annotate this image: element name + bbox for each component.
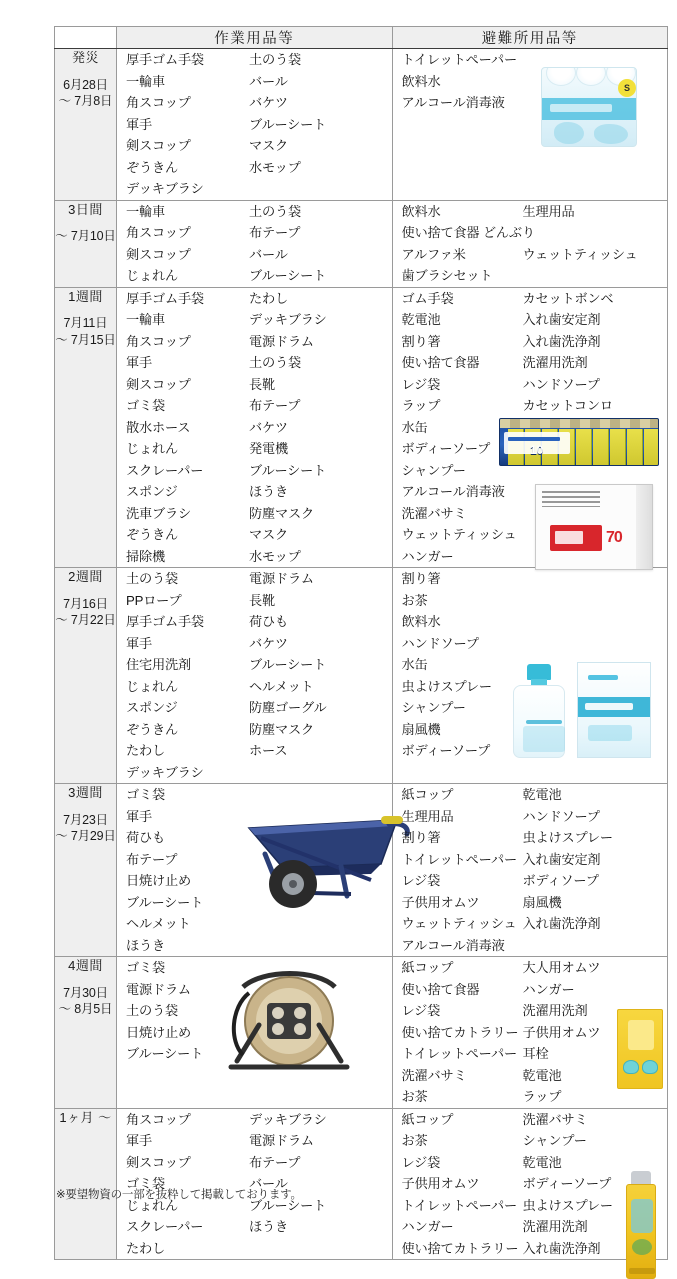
table-body <box>55 49 668 1260</box>
period-label: 発災 <box>71 50 99 65</box>
supply-item: レジ袋 <box>401 1154 441 1170</box>
supply-item: 電源ドラム <box>249 1133 314 1148</box>
supply-item: 角スコップ <box>126 225 191 240</box>
shelter-supplies-cell <box>392 957 668 1109</box>
table-header <box>55 27 668 49</box>
supply-item: 電源ドラム <box>126 981 191 997</box>
supply-item: 布テープ <box>249 1154 301 1170</box>
item-column <box>249 49 389 200</box>
period-date-to: ～ 7月29日 <box>55 829 116 844</box>
item-column <box>249 288 389 568</box>
supply-item: 洗濯用洗剤 <box>522 1003 588 1018</box>
supply-item: 厚手ゴム手袋 <box>126 290 204 306</box>
shelter-supplies-cell <box>392 784 668 957</box>
supply-item: 子供用オムツ <box>401 1176 480 1191</box>
supply-item: ハンドソープ <box>522 376 600 392</box>
supply-item: お茶 <box>401 1089 428 1104</box>
item-column <box>523 784 663 956</box>
supply-item: 剣スコップ <box>126 138 191 153</box>
supply-item: たわし <box>126 1240 165 1256</box>
table-row <box>55 568 668 784</box>
supply-item: 乾電池 <box>401 312 441 327</box>
supply-item: バール <box>249 1176 288 1191</box>
supply-item: 布テープ <box>126 851 178 867</box>
supply-item: バケツ <box>249 635 288 651</box>
supply-item: 入れ歯洗浄剤 <box>522 1240 601 1256</box>
supply-item: じょれん <box>126 678 178 694</box>
supply-item: 割り箸 <box>401 333 441 349</box>
supply-item: 割り箸 <box>401 830 441 845</box>
table-row <box>55 1108 668 1260</box>
supply-item: 防塵ゴーグル <box>249 700 327 715</box>
supply-item: 土のう袋 <box>249 203 301 219</box>
period-cell <box>55 568 117 784</box>
item-columns <box>117 1109 392 1260</box>
item-column <box>117 568 249 783</box>
supply-item: ブルーシート <box>249 657 327 672</box>
supply-item: 使い捨て食器 <box>401 981 480 997</box>
supply-item: トイレットペーパー <box>401 1046 517 1061</box>
shelter-supplies-cell <box>392 49 668 201</box>
supply-item: 乾電池 <box>522 1067 562 1083</box>
period-label: 3日間 <box>68 201 103 217</box>
item-column <box>393 201 535 287</box>
period-cell <box>55 784 117 957</box>
supply-item: ゴム手袋 <box>401 290 454 306</box>
supply-item: 剣スコップ <box>126 376 191 392</box>
supply-item: ボディソープ <box>522 873 599 888</box>
supply-item: デッキブラシ <box>249 312 327 327</box>
supply-item: アルコール消毒液 <box>401 95 505 110</box>
supply-item: 使い捨て食器 <box>401 355 480 370</box>
supply-item: 日焼け止め <box>126 873 191 888</box>
supply-item: 一輪車 <box>126 203 165 219</box>
item-column <box>117 201 249 287</box>
item-column <box>117 288 249 568</box>
supply-item: 入れ歯安定剤 <box>522 851 601 867</box>
period-dates <box>55 985 116 1019</box>
supply-item: 荷ひも <box>249 614 288 629</box>
supply-item: 荷ひも <box>126 830 165 845</box>
supply-item: 長靴 <box>249 592 275 608</box>
supply-item: ハンガー <box>522 981 575 997</box>
supply-item: 発電機 <box>249 441 288 456</box>
period-cell <box>55 957 117 1109</box>
supply-item: 水モップ <box>249 159 301 175</box>
supply-item: 扇風機 <box>401 721 441 737</box>
supply-item: 角スコップ <box>126 95 191 110</box>
supply-item: アルコール消毒液 <box>401 484 505 499</box>
period-cell <box>55 200 117 287</box>
supply-item: スポンジ <box>126 484 178 499</box>
work-supplies-cell <box>117 957 393 1109</box>
supply-item: 紙コップ <box>401 787 454 802</box>
item-column <box>523 201 663 287</box>
period-date-from: 7月23日 <box>63 812 108 827</box>
supply-item: たわし <box>126 743 165 758</box>
supply-item: カセットコンロ <box>522 398 613 413</box>
supply-item: 厚手ゴム手袋 <box>126 52 204 67</box>
item-columns <box>393 957 668 1108</box>
battery-pack-photo: 10 <box>499 418 659 466</box>
item-column <box>393 568 523 762</box>
period-cell <box>55 1108 117 1260</box>
item-columns <box>393 288 668 568</box>
supply-item: シャンプー <box>401 700 466 715</box>
item-column <box>117 1109 249 1260</box>
supply-item: 一輪車 <box>126 73 165 89</box>
period-cell <box>55 49 117 201</box>
supply-item: スクレーパー <box>126 462 204 478</box>
supply-item: 乾電池 <box>522 787 562 802</box>
item-column <box>117 49 249 200</box>
item-column <box>523 49 663 114</box>
item-column <box>523 568 663 762</box>
carton-package-photo: 70 <box>535 484 653 570</box>
period-dates <box>55 596 116 630</box>
supply-item: 剣スコップ <box>126 246 191 262</box>
supply-item: ホース <box>249 743 288 758</box>
supply-item: バケツ <box>249 419 288 435</box>
item-columns <box>117 201 392 287</box>
supply-item: 洗濯バサミ <box>522 1111 588 1127</box>
supply-item: 水缶 <box>401 419 428 435</box>
supply-item: ブルーシート <box>126 1046 204 1061</box>
period-dates <box>55 315 116 349</box>
period-label: 1ヶ月 ～ <box>59 1109 112 1125</box>
supply-item: 虫よけスプレー <box>401 678 492 694</box>
supply-item: ウェットティッシュ <box>522 246 638 262</box>
supply-item: 洗濯用洗剤 <box>522 355 588 370</box>
supply-item: デッキブラシ <box>126 181 204 196</box>
item-columns <box>393 784 668 956</box>
supply-item: スポンジ <box>126 700 178 715</box>
period-date-from: 7月16日 <box>63 596 108 611</box>
period-label: 1週間 <box>68 288 103 304</box>
supply-item: お茶 <box>401 1133 428 1148</box>
supply-item: 割り箸 <box>401 571 441 586</box>
item-columns <box>393 201 668 287</box>
supply-item: ゴミ袋 <box>126 1176 165 1191</box>
item-column <box>393 957 523 1108</box>
supply-item: 布テープ <box>249 398 301 413</box>
supply-item: 剣スコップ <box>126 1154 191 1170</box>
supply-item: 大人用オムツ <box>522 960 601 975</box>
supply-item: デッキブラシ <box>249 1111 327 1127</box>
supply-item: 住宅用洗剤 <box>126 657 191 672</box>
supply-item: 飲料水 <box>401 614 441 629</box>
period-date-to: ～ 7月8日 <box>58 94 113 109</box>
period-date-to: ～ 7月22日 <box>55 613 116 628</box>
supply-item: アルコール消毒液 <box>401 937 505 953</box>
supply-item: カセットボンベ <box>522 290 614 306</box>
supply-item: 洗車ブラシ <box>126 505 191 521</box>
supply-item: 水缶 <box>401 657 428 672</box>
period-dates <box>55 77 116 111</box>
supply-item: たわし <box>249 290 288 306</box>
period-date-from: 7月11日 <box>63 316 108 331</box>
shelter-supplies-cell <box>392 287 668 568</box>
item-column <box>249 784 389 956</box>
period-date-from: 7月30日 <box>63 985 108 1000</box>
item-column <box>117 957 249 1065</box>
supply-item: スクレーパー <box>126 1219 204 1234</box>
table-row <box>55 49 668 201</box>
supply-item: レジ袋 <box>401 1003 441 1018</box>
supply-item: 扇風機 <box>522 894 562 910</box>
period-label: 3週間 <box>68 785 103 800</box>
item-column <box>249 201 389 287</box>
supply-item: 土のう袋 <box>249 52 301 67</box>
supply-item: ハンドソープ <box>401 635 479 651</box>
period-date-to: ～ 7月15日 <box>55 332 116 347</box>
supply-item: 洗濯用洗剤 <box>522 1219 588 1234</box>
supply-item: 角スコップ <box>126 1111 191 1127</box>
header-blank-cell <box>55 27 117 49</box>
supply-item: ウェットティッシュ <box>401 527 517 542</box>
supply-item: 土のう袋 <box>249 355 301 370</box>
supply-item: じょれん <box>126 268 178 283</box>
supply-item: 軍手 <box>126 1133 152 1148</box>
supply-item: 虫よけスプレー <box>522 830 613 845</box>
period-dates <box>55 228 116 245</box>
item-column <box>523 1109 663 1260</box>
supply-item: 散水ホース <box>126 419 191 435</box>
item-columns <box>393 49 668 114</box>
item-columns <box>117 784 392 956</box>
supply-item: 紙コップ <box>401 960 454 975</box>
supply-item: ハンドソープ <box>522 808 600 824</box>
supply-item: ラップ <box>401 398 441 413</box>
supply-item: ブルーシート <box>249 462 327 478</box>
supply-item: ボディーソープ <box>401 743 491 758</box>
supply-table-sheet <box>54 26 668 1260</box>
supply-item: ブルーシート <box>126 894 204 910</box>
supply-item: ブルーシート <box>249 116 327 132</box>
supply-item: 軍手 <box>126 355 152 370</box>
period-dates <box>55 812 116 846</box>
supply-item: ラップ <box>522 1089 562 1104</box>
supply-item: 生理用品 <box>522 203 575 219</box>
supply-item: ヘルメット <box>126 916 191 931</box>
item-column <box>523 288 663 568</box>
item-column <box>249 1109 389 1260</box>
supply-item: トイレットペーパー <box>401 1197 517 1213</box>
supply-item: ブルーシート <box>249 1197 327 1213</box>
period-cell <box>55 287 117 568</box>
work-supplies-cell <box>117 568 393 784</box>
supply-item: ヘルメット <box>249 678 314 694</box>
supply-item: 歯ブラシセット <box>401 268 493 283</box>
supply-item: じょれん <box>126 441 178 456</box>
supply-item: ハンガー <box>401 1219 454 1234</box>
shelter-supplies-cell <box>392 568 668 784</box>
supply-item: ハンガー <box>401 548 454 564</box>
supply-item: ゴミ袋 <box>126 398 165 413</box>
work-supplies-cell <box>117 200 393 287</box>
period-date-to: ～ 8月5日 <box>58 1002 113 1017</box>
supply-item: 使い捨て食器 どんぶり <box>401 225 535 240</box>
table-row <box>55 287 668 568</box>
supply-item: 土のう袋 <box>126 571 178 586</box>
supply-item: 洗濯バサミ <box>401 1067 467 1083</box>
supply-item: 一輪車 <box>126 312 165 327</box>
table-row <box>55 784 668 957</box>
item-column <box>393 1109 523 1260</box>
period-date-to: ～ 7月10日 <box>55 229 116 244</box>
supply-item: シャンプー <box>522 1133 587 1148</box>
supply-item: 布テープ <box>249 225 301 240</box>
item-columns <box>393 568 668 762</box>
supply-item: トイレットペーパー <box>401 52 517 67</box>
shelter-supplies-cell <box>392 200 668 287</box>
supply-item: 子供用オムツ <box>401 894 480 910</box>
header-shelter-supplies: 避難所用品等 <box>392 27 668 49</box>
supply-item: ゴミ袋 <box>126 960 165 975</box>
footnote: ※要望物資の一部を抜粋して掲載しております。 <box>56 1189 302 1201</box>
supply-item: 厚手ゴム手袋 <box>126 614 204 629</box>
item-column <box>393 49 523 114</box>
supply-item: ほうき <box>126 937 165 953</box>
table-row <box>55 200 668 287</box>
supply-item: バール <box>249 73 288 89</box>
supply-item: ボディーソープ <box>401 441 491 456</box>
item-column <box>523 957 663 1108</box>
table-row <box>55 957 668 1109</box>
work-supplies-cell <box>117 784 393 957</box>
supply-item: トイレットペーパー <box>401 851 517 867</box>
supply-item: 乾電池 <box>522 1154 562 1170</box>
item-columns <box>117 288 392 568</box>
supply-item: 日焼け止め <box>126 1024 191 1040</box>
supply-item: ボディーソープ <box>522 1176 612 1191</box>
supply-item: ぞうきん <box>126 159 178 175</box>
item-columns <box>117 957 392 1065</box>
supply-item: 使い捨てカトラリー <box>401 1024 519 1040</box>
supply-item: ウェットティッシュ <box>401 916 517 931</box>
supply-item: 入れ歯安定剤 <box>522 312 601 327</box>
supply-item: 生理用品 <box>401 808 454 824</box>
supply-item: ブルーシート <box>249 268 327 283</box>
supply-item: アルファ米 <box>401 246 466 262</box>
supply-item: 電源ドラム <box>249 571 314 586</box>
supply-item: 水モップ <box>249 548 301 564</box>
supply-item: 使い捨てカトラリー <box>401 1240 519 1256</box>
supply-item: PPロープ <box>126 592 182 608</box>
period-label: 2週間 <box>68 569 103 584</box>
supply-item: デッキブラシ <box>126 764 204 780</box>
shelter-supplies-cell <box>392 1108 668 1260</box>
item-columns <box>117 568 392 783</box>
header-work-supplies: 作業用品等 <box>117 27 393 49</box>
item-column <box>249 957 389 1065</box>
supply-item: じょれん <box>126 1197 178 1213</box>
supply-item: 土のう袋 <box>126 1003 178 1018</box>
supply-item: 紙コップ <box>401 1111 454 1127</box>
supply-item: バケツ <box>249 95 288 110</box>
supply-item: 掃除機 <box>126 548 165 564</box>
supply-item: 入れ歯洗浄剤 <box>522 333 601 349</box>
work-supplies-cell <box>117 287 393 568</box>
table-header-row <box>55 27 668 49</box>
supply-item: ゴミ袋 <box>126 787 165 802</box>
supply-item: 角スコップ <box>126 333 191 349</box>
supply-item: 電源ドラム <box>249 333 314 349</box>
supply-item: ぞうきん <box>126 721 178 737</box>
work-supplies-cell <box>117 49 393 201</box>
supply-item: 子供用オムツ <box>522 1024 601 1040</box>
supply-item: 軍手 <box>126 808 152 824</box>
supply-item: レジ袋 <box>401 873 441 888</box>
supply-item: 飲料水 <box>401 203 441 219</box>
supply-item-spacer <box>523 222 663 244</box>
item-columns <box>393 1109 668 1260</box>
supply-item: 入れ歯洗浄剤 <box>522 916 601 931</box>
supply-item: 軍手 <box>126 116 152 132</box>
supply-item: マスク <box>249 138 288 153</box>
supply-item: シャンプー <box>401 462 466 478</box>
supply-item: ぞうきん <box>126 527 178 542</box>
item-columns <box>117 49 392 200</box>
item-column <box>393 784 523 956</box>
supply-item: レジ袋 <box>401 376 441 392</box>
supply-item: ほうき <box>249 1219 288 1234</box>
period-date-from: 6月28日 <box>63 77 108 92</box>
supply-item: ほうき <box>249 484 288 499</box>
supply-item: マスク <box>249 527 288 542</box>
supply-item: お茶 <box>401 592 428 608</box>
supply-item: 軍手 <box>126 635 152 651</box>
relief-supply-table <box>54 26 668 1260</box>
supply-item: 防塵マスク <box>249 721 314 737</box>
period-label: 4週間 <box>68 958 103 973</box>
supply-item: 耳栓 <box>522 1046 549 1061</box>
item-column <box>393 288 523 568</box>
supply-item: 洗濯バサミ <box>401 505 467 521</box>
toilet-paper-pack-photo: S <box>533 57 645 153</box>
item-column <box>249 568 389 783</box>
supply-item: 長靴 <box>249 376 275 392</box>
supply-item: 虫よけスプレー <box>522 1197 613 1213</box>
supply-item: 飲料水 <box>401 73 441 89</box>
supply-item: バール <box>249 246 288 262</box>
supply-item: 防塵マスク <box>249 505 314 521</box>
work-supplies-cell <box>117 1108 393 1260</box>
item-column <box>117 784 249 956</box>
